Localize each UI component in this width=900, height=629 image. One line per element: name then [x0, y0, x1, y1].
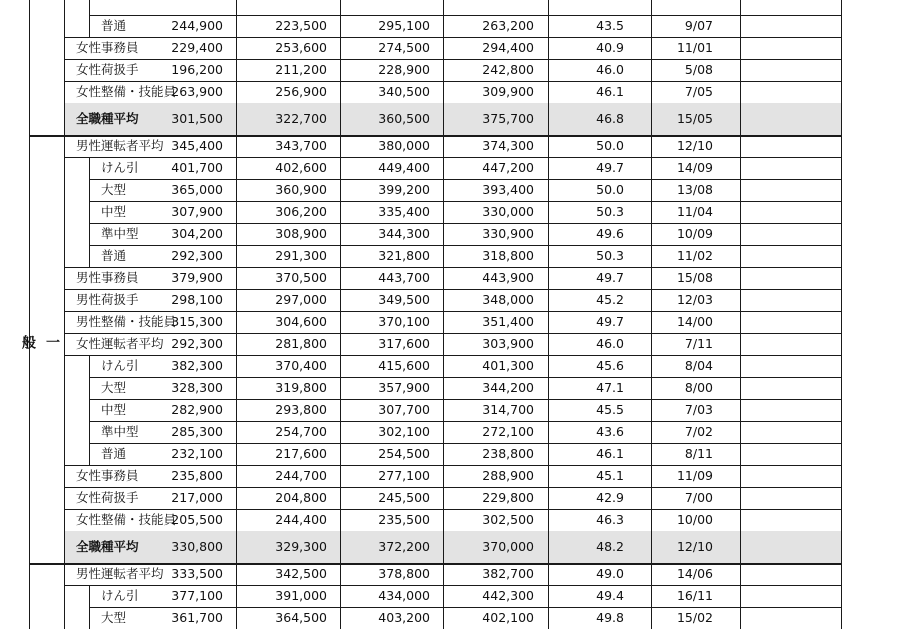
- value-cell-col6: 7/00: [684, 490, 713, 505]
- total-row-label: 全職種平均: [76, 111, 139, 126]
- value-cell-col2: 308,900: [275, 226, 327, 241]
- value-cell-col5: 50.3: [596, 248, 624, 263]
- value-cell-col5: 45.5: [596, 402, 624, 417]
- subcategory-label: 中型: [101, 204, 127, 219]
- value-cell-col2: 360,900: [275, 182, 327, 197]
- category-label: 女性荷扱手: [76, 490, 139, 505]
- value-cell-col2: 244,700: [275, 468, 327, 483]
- column-divider: [340, 135, 341, 563]
- value-cell-col2: 244,400: [275, 512, 327, 527]
- column-divider: [651, 563, 652, 629]
- value-cell-col3: 357,900: [378, 380, 430, 395]
- value-cell-col2: 304,600: [275, 314, 327, 329]
- value-cell-col1: [133, 0, 223, 15]
- value-cell-col1: 328,300: [171, 380, 223, 395]
- value-cell-col6: 5/08: [684, 62, 713, 77]
- value-cell-col3: 399,200: [378, 182, 430, 197]
- value-cell-col5: 43.6: [596, 424, 624, 439]
- value-cell-col5: 47.1: [596, 380, 624, 395]
- column-divider: [651, 135, 652, 563]
- value-cell-col3: 449,400: [378, 160, 430, 175]
- value-cell-col4: 402,100: [482, 610, 534, 625]
- value-cell-col6: 11/09: [676, 468, 713, 483]
- value-cell-col4: 344,200: [482, 380, 534, 395]
- value-cell-col4: 229,800: [482, 490, 534, 505]
- value-cell-col5: 49.7: [596, 270, 624, 285]
- value-cell-col5: 49.6: [596, 226, 624, 241]
- value-cell-col2: 329,300: [275, 539, 327, 554]
- value-cell-col5: 45.1: [596, 468, 624, 483]
- value-cell-col4: 242,800: [482, 62, 534, 77]
- value-cell-col4: 351,400: [482, 314, 534, 329]
- table-border: [29, 0, 30, 135]
- value-cell-col3: 349,500: [378, 292, 430, 307]
- value-cell-col6: 12/03: [676, 292, 713, 307]
- subcategory-label: 中型: [101, 402, 127, 417]
- value-cell-col5: 46.0: [596, 62, 624, 77]
- category-label: 男性運転者平均: [76, 566, 164, 581]
- value-cell-col3: 434,000: [378, 588, 430, 603]
- value-cell-col2: 217,600: [275, 446, 327, 461]
- value-cell-col6: 8/00: [684, 380, 713, 395]
- table-border: [841, 563, 842, 629]
- value-cell-col5: 48.2: [596, 539, 624, 554]
- value-cell-col1: 229,400: [171, 40, 223, 55]
- value-cell-col5: 45.2: [596, 292, 624, 307]
- value-cell-col2: 370,500: [275, 270, 327, 285]
- column-divider: [236, 563, 237, 629]
- subcategory-label: けん引: [101, 588, 139, 603]
- subcategory-indent-line: [89, 0, 90, 37]
- value-cell-col4: 330,900: [482, 226, 534, 241]
- value-cell-col1: 307,900: [171, 204, 223, 219]
- value-cell-col3: 415,600: [378, 358, 430, 373]
- value-cell-col1: 292,300: [171, 336, 223, 351]
- value-cell-col6: 8/11: [684, 446, 713, 461]
- value-cell-col6: 9/07: [684, 18, 713, 33]
- value-cell-col3: 235,500: [378, 512, 430, 527]
- value-cell-col4: 447,200: [482, 160, 534, 175]
- value-cell-col3: 307,700: [378, 402, 430, 417]
- value-cell-col1: 330,800: [171, 539, 223, 554]
- category-label: 男性事務員: [76, 270, 139, 285]
- value-cell-col4: 309,900: [482, 84, 534, 99]
- value-cell-col4: 382,700: [482, 566, 534, 581]
- value-cell-col2: 211,200: [275, 62, 327, 77]
- value-cell-col1: 401,700: [171, 160, 223, 175]
- value-cell-col3: 344,300: [378, 226, 430, 241]
- value-cell-col2: 370,400: [275, 358, 327, 373]
- value-cell-col5: 49.8: [596, 610, 624, 625]
- value-cell-col5: 46.1: [596, 84, 624, 99]
- value-cell-col5: 46.3: [596, 512, 624, 527]
- value-cell-col6: 10/09: [676, 226, 713, 241]
- value-cell-col4: 443,900: [482, 270, 534, 285]
- value-cell-col5: 42.9: [596, 490, 624, 505]
- value-cell-col3: [340, 0, 430, 15]
- table-border: [841, 0, 842, 135]
- value-cell-col5: 46.0: [596, 336, 624, 351]
- column-divider: [443, 0, 444, 135]
- table-border: [29, 563, 30, 629]
- subcategory-indent-line: [89, 157, 90, 267]
- subcategory-label: 準中型: [101, 226, 139, 241]
- value-cell-col5: 49.7: [596, 314, 624, 329]
- value-cell-col6: [623, 0, 713, 15]
- value-cell-col6: 11/02: [676, 248, 713, 263]
- value-cell-col3: 228,900: [378, 62, 430, 77]
- value-cell-col1: 365,000: [171, 182, 223, 197]
- value-cell-col2: 364,500: [275, 610, 327, 625]
- value-cell-col3: 443,700: [378, 270, 430, 285]
- value-cell-col6: 12/10: [676, 138, 713, 153]
- value-cell-col3: 245,500: [378, 490, 430, 505]
- value-cell-col4: 288,900: [482, 468, 534, 483]
- category-label: 男性運転者平均: [76, 138, 164, 153]
- value-cell-col2: 322,700: [275, 111, 327, 126]
- value-cell-col4: 401,300: [482, 358, 534, 373]
- value-cell-col6: 15/08: [676, 270, 713, 285]
- value-cell-col1: 345,400: [171, 138, 223, 153]
- column-divider: [443, 563, 444, 629]
- table-border: [841, 135, 842, 563]
- value-cell-col5: 50.0: [596, 138, 624, 153]
- category-label: 女性事務員: [76, 468, 139, 483]
- value-cell-col1: 361,700: [171, 610, 223, 625]
- value-cell-col3: 254,500: [378, 446, 430, 461]
- value-cell-col6: 13/08: [676, 182, 713, 197]
- section-divider: [64, 563, 65, 629]
- value-cell-col1: 292,300: [171, 248, 223, 263]
- value-cell-col3: 317,600: [378, 336, 430, 351]
- value-cell-col6: 14/06: [676, 566, 713, 581]
- value-cell-col2: 319,800: [275, 380, 327, 395]
- subcategory-label: 大型: [101, 610, 127, 625]
- value-cell-col1: 333,500: [171, 566, 223, 581]
- value-cell-col6: 7/02: [684, 424, 713, 439]
- value-cell-col2: [237, 0, 327, 15]
- value-cell-col3: 403,200: [378, 610, 430, 625]
- column-divider: [548, 0, 549, 135]
- value-cell-col1: 315,300: [171, 314, 223, 329]
- column-divider: [236, 0, 237, 135]
- subcategory-label: けん引: [101, 160, 139, 175]
- column-divider: [340, 563, 341, 629]
- value-cell-col6: 14/09: [676, 160, 713, 175]
- value-cell-col3: 380,000: [378, 138, 430, 153]
- value-cell-col3: 277,100: [378, 468, 430, 483]
- value-cell-col3: 302,100: [378, 424, 430, 439]
- section-label: 一般: [20, 335, 60, 363]
- value-cell-col5: 49.7: [596, 160, 624, 175]
- value-cell-col5: 50.3: [596, 204, 624, 219]
- value-cell-col2: 402,600: [275, 160, 327, 175]
- value-cell-col2: 254,700: [275, 424, 327, 439]
- value-cell-col2: 342,500: [275, 566, 327, 581]
- subcategory-label: 普通: [101, 446, 127, 461]
- value-cell-col3: 340,500: [378, 84, 430, 99]
- value-cell-col4: 330,000: [482, 204, 534, 219]
- value-cell-col1: 304,200: [171, 226, 223, 241]
- value-cell-col2: 306,200: [275, 204, 327, 219]
- value-cell-col4: 314,700: [482, 402, 534, 417]
- value-cell-col2: 256,900: [275, 84, 327, 99]
- value-cell-col5: 45.6: [596, 358, 624, 373]
- column-divider: [651, 0, 652, 135]
- value-cell-col4: 318,800: [482, 248, 534, 263]
- section-divider: [64, 0, 65, 135]
- value-cell-col6: 7/11: [684, 336, 713, 351]
- value-cell-col2: 253,600: [275, 40, 327, 55]
- value-cell-col4: 442,300: [482, 588, 534, 603]
- value-cell-col6: 7/03: [684, 402, 713, 417]
- value-cell-col6: 11/04: [676, 204, 713, 219]
- value-cell-col6: 15/02: [676, 610, 713, 625]
- value-cell-col1: 382,300: [171, 358, 223, 373]
- value-cell-col5: 46.8: [596, 111, 624, 126]
- subcategory-label: 大型: [101, 380, 127, 395]
- value-cell-col1: 217,000: [171, 490, 223, 505]
- column-divider: [340, 0, 341, 135]
- subcategory-label: 大型: [101, 182, 127, 197]
- value-cell-col6: 8/04: [684, 358, 713, 373]
- value-cell-col5: 43.5: [596, 18, 624, 33]
- column-divider: [740, 563, 741, 629]
- value-cell-col3: 321,800: [378, 248, 430, 263]
- value-cell-col5: 49.0: [596, 566, 624, 581]
- value-cell-col4: [444, 0, 534, 15]
- subcategory-label: 準中型: [101, 424, 139, 439]
- value-cell-col2: 223,500: [275, 18, 327, 33]
- value-cell-col1: 232,100: [171, 446, 223, 461]
- value-cell-col6: 14/00: [676, 314, 713, 329]
- value-cell-col4: 302,500: [482, 512, 534, 527]
- value-cell-col1: 379,900: [171, 270, 223, 285]
- subcategory-label: 普通: [101, 248, 127, 263]
- value-cell-col6: 12/10: [676, 539, 713, 554]
- value-cell-col6: 11/01: [676, 40, 713, 55]
- category-label: 女性事務員: [76, 40, 139, 55]
- column-divider: [443, 135, 444, 563]
- value-cell-col1: 244,900: [171, 18, 223, 33]
- value-cell-col3: 360,500: [378, 111, 430, 126]
- value-cell-col1: 282,900: [171, 402, 223, 417]
- value-cell-col4: 272,100: [482, 424, 534, 439]
- value-cell-col5: 49.4: [596, 588, 624, 603]
- section-divider: [64, 135, 65, 563]
- subcategory-indent-line: [89, 355, 90, 465]
- value-cell-col2: 391,000: [275, 588, 327, 603]
- value-cell-col3: 335,400: [378, 204, 430, 219]
- value-cell-col1: 285,300: [171, 424, 223, 439]
- value-cell-col3: 378,800: [378, 566, 430, 581]
- total-row-label: 全職種平均: [76, 539, 139, 554]
- value-cell-col1: 377,100: [171, 588, 223, 603]
- value-cell-col1: 196,200: [171, 62, 223, 77]
- value-cell-col4: 348,000: [482, 292, 534, 307]
- value-cell-col4: 393,400: [482, 182, 534, 197]
- value-cell-col1: 301,500: [171, 111, 223, 126]
- value-cell-col4: 370,000: [482, 539, 534, 554]
- value-cell-col3: 372,200: [378, 539, 430, 554]
- subcategory-label: けん引: [101, 358, 139, 373]
- value-cell-col3: 295,100: [378, 18, 430, 33]
- value-cell-col4: 263,200: [482, 18, 534, 33]
- column-divider: [236, 135, 237, 563]
- value-cell-col4: 238,800: [482, 446, 534, 461]
- column-divider: [740, 135, 741, 563]
- value-cell-col6: 16/11: [676, 588, 713, 603]
- category-label: 女性整備・技能員: [76, 512, 177, 527]
- value-cell-col5: 46.1: [596, 446, 624, 461]
- value-cell-col5: 50.0: [596, 182, 624, 197]
- value-cell-col6: 10/00: [676, 512, 713, 527]
- value-cell-col1: 263,900: [171, 84, 223, 99]
- value-cell-col3: 274,500: [378, 40, 430, 55]
- subcategory-indent-line: [89, 585, 90, 629]
- column-divider: [548, 563, 549, 629]
- value-cell-col1: 235,800: [171, 468, 223, 483]
- subcategory-label: 普通: [101, 18, 127, 33]
- value-cell-col1: 205,500: [171, 512, 223, 527]
- category-label: 女性整備・技能員: [76, 84, 177, 99]
- value-cell-col6: 7/05: [684, 84, 713, 99]
- column-divider: [548, 135, 549, 563]
- value-cell-col5: 40.9: [596, 40, 624, 55]
- value-cell-col2: 291,300: [275, 248, 327, 263]
- value-cell-col1: 298,100: [171, 292, 223, 307]
- category-label: 女性運転者平均: [76, 336, 164, 351]
- column-divider: [740, 0, 741, 135]
- value-cell-col2: 293,800: [275, 402, 327, 417]
- value-cell-col6: 15/05: [676, 111, 713, 126]
- category-label: 女性荷扱手: [76, 62, 139, 77]
- value-cell-col4: 294,400: [482, 40, 534, 55]
- category-label: 男性整備・技能員: [76, 314, 177, 329]
- value-cell-col2: 281,800: [275, 336, 327, 351]
- value-cell-col4: 375,700: [482, 111, 534, 126]
- value-cell-col4: 303,900: [482, 336, 534, 351]
- value-cell-col4: 374,300: [482, 138, 534, 153]
- value-cell-col2: 297,000: [275, 292, 327, 307]
- value-cell-col2: 343,700: [275, 138, 327, 153]
- category-label: 男性荷扱手: [76, 292, 139, 307]
- value-cell-col3: 370,100: [378, 314, 430, 329]
- value-cell-col2: 204,800: [275, 490, 327, 505]
